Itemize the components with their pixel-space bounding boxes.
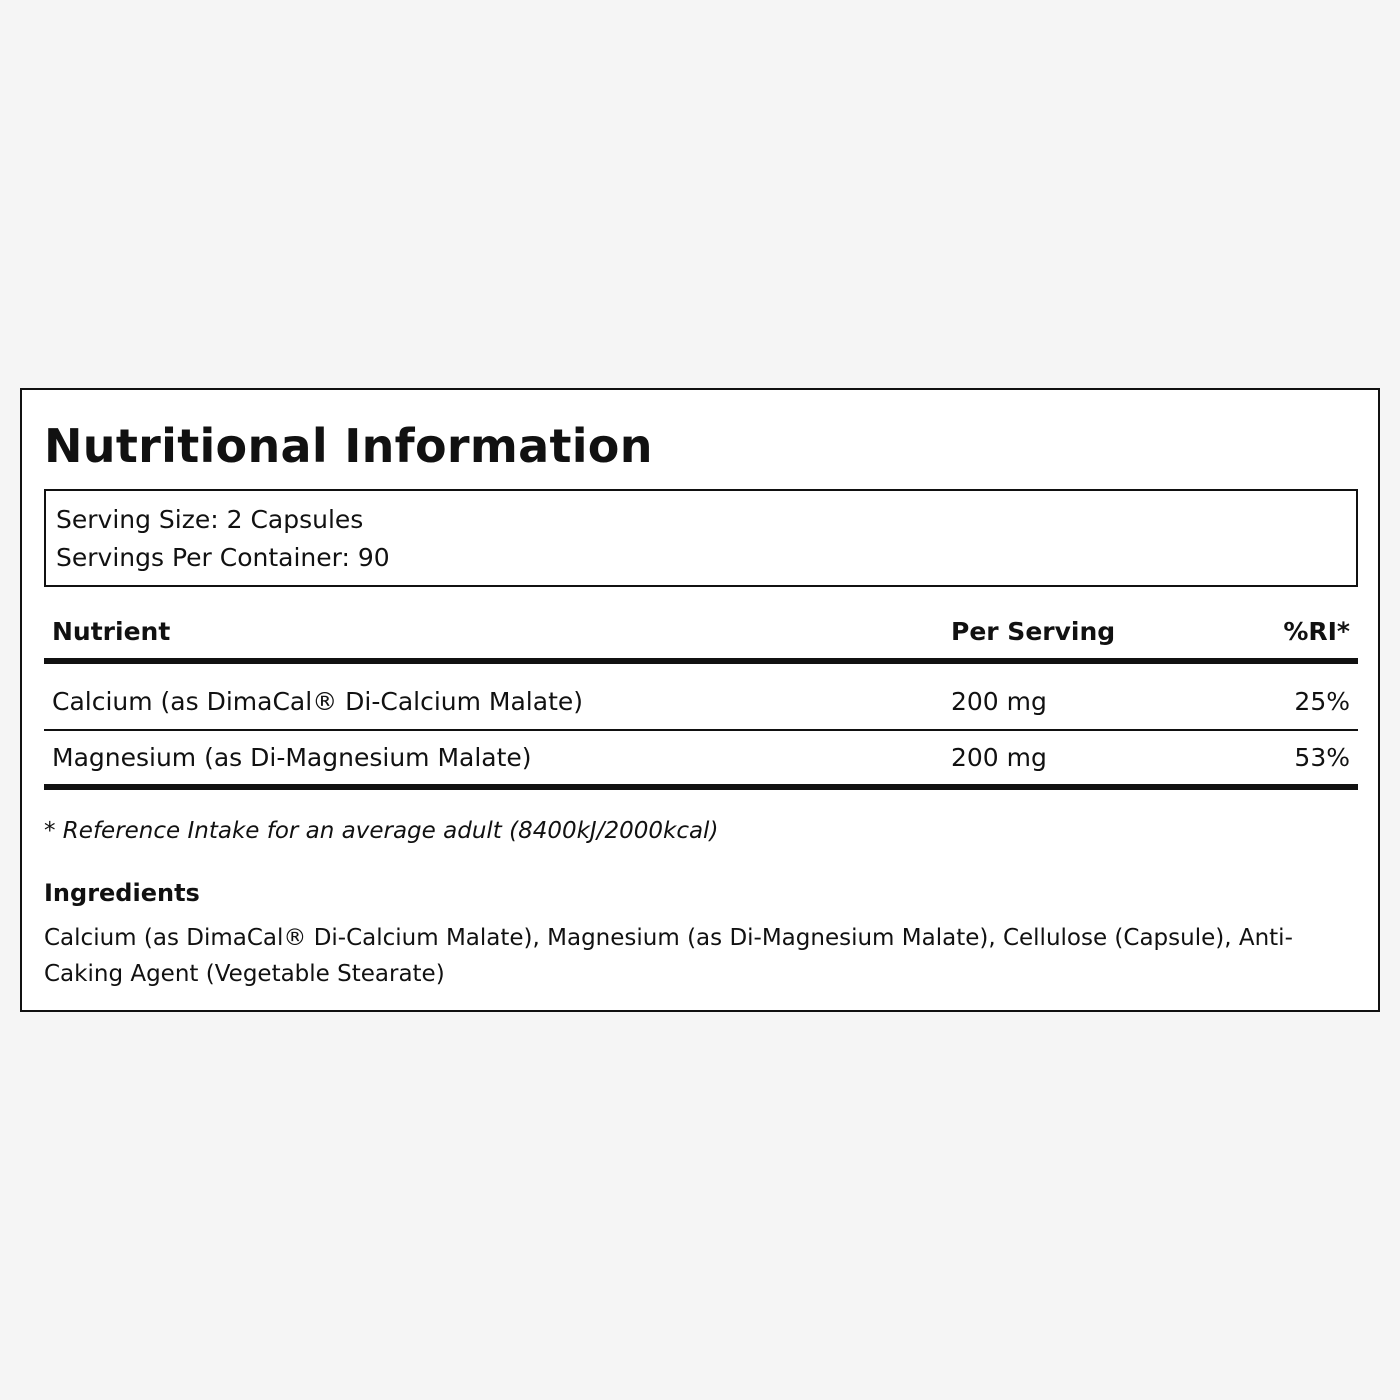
table-row-per-serving: 200 mg (951, 687, 1047, 716)
header-ri: %RI* (1283, 617, 1350, 646)
table-row-nutrient: Magnesium (as Di-Magnesium Malate) (52, 743, 532, 772)
ingredients-heading: Ingredients (44, 879, 200, 907)
ri-footnote: * Reference Intake for an average adult (8400kJ/2000kcal) (44, 818, 719, 844)
serving-info-box (44, 489, 1358, 587)
header-nutrient: Nutrient (52, 617, 171, 646)
panel-title: Nutritional Information (44, 419, 653, 473)
row-divider (44, 729, 1358, 731)
serving-size: Serving Size: 2 Capsules (56, 505, 364, 534)
header-divider (44, 658, 1358, 664)
ingredients-text: Calcium (as DimaCal® Di-Calcium Malate), Magnesium (as Di-Magnesium Malate), Cellulose (Capsule), Anti-Caking Agent (Vegetable Stearate) (44, 925, 1293, 987)
table-row-ri: 25% (1294, 687, 1350, 716)
servings-per-container: Servings Per Container: 90 (56, 543, 390, 572)
table-bottom-divider (44, 784, 1358, 790)
table-row-per-serving: 200 mg (951, 743, 1047, 772)
nutrition-panel (20, 388, 1380, 1012)
header-per-serving: Per Serving (951, 617, 1116, 646)
table-row-ri: 53% (1294, 743, 1350, 772)
table-row-nutrient: Calcium (as DimaCal® Di-Calcium Malate) (52, 687, 584, 716)
